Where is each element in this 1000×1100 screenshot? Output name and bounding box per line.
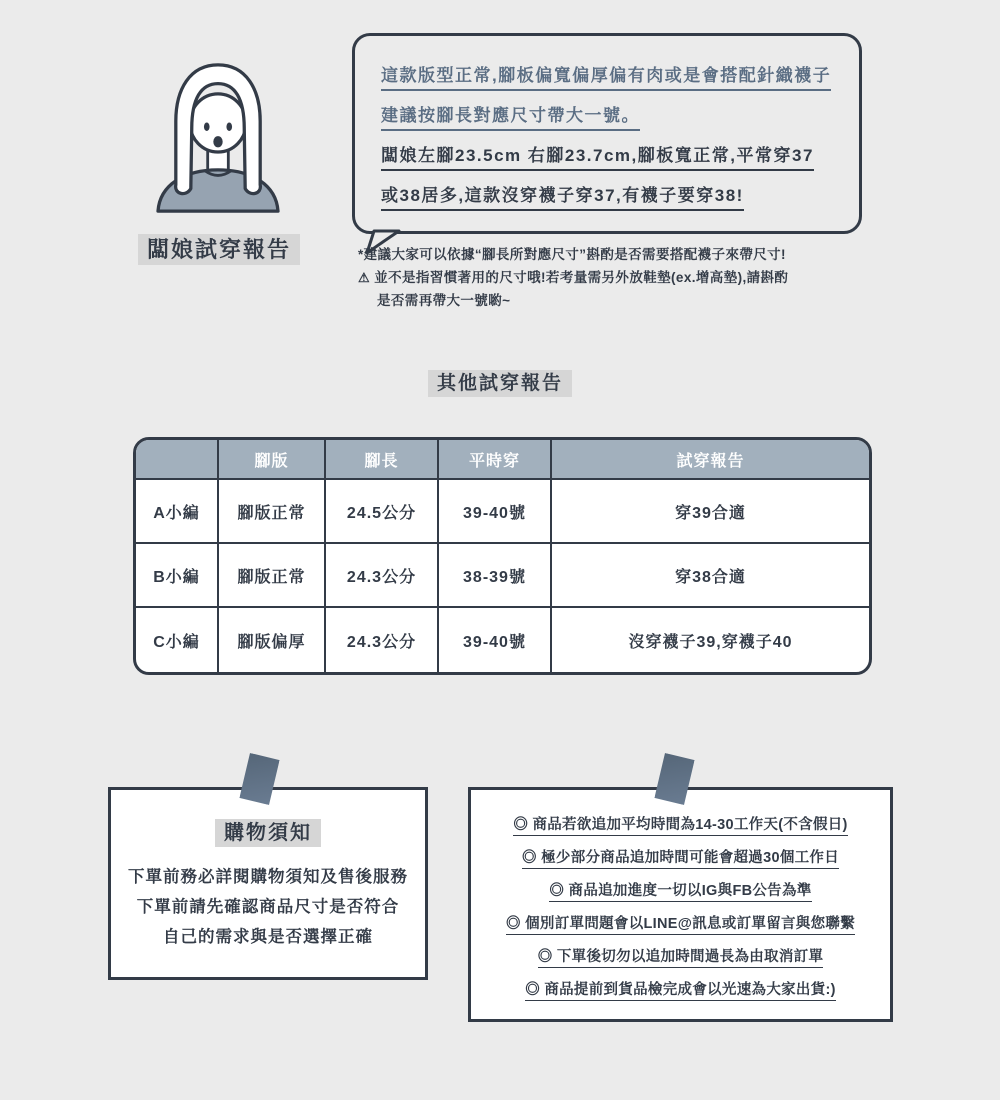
policy-item-5: ◎ 下單後切勿以追加時間過長為由取消訂單 xyxy=(471,941,890,974)
table-cell: 穿38合適 xyxy=(552,544,869,608)
table-header-empty xyxy=(136,440,219,480)
fitting-table xyxy=(133,437,872,675)
bubble-footnote xyxy=(358,243,788,312)
table-header-report: 試穿報告 xyxy=(552,440,869,480)
bubble-line-3: 闆娘左腳23.5cm 右腳23.7cm,腳板寬正常,平常穿37 xyxy=(381,141,833,166)
avatar-eye-right xyxy=(226,123,232,131)
table-cell: 穿39合適 xyxy=(552,480,869,544)
table-cell: 24.3公分 xyxy=(326,608,439,672)
table-cell: B小編 xyxy=(136,544,219,608)
bubble-line-1: 這款版型正常,腳板偏寬偏厚偏有肉或是會搭配針織襪子 xyxy=(381,61,833,86)
notice-line-2: 下單前請先確認商品尺寸是否符合 xyxy=(136,898,400,916)
policy-item-6: ◎ 商品提前到貨品檢完成會以光速為大家出貨:) xyxy=(471,974,890,1007)
owner-avatar-block xyxy=(138,46,298,264)
policy-item-3: ◎ 商品追加進度一切以IG與FB公告為準 xyxy=(471,875,890,908)
policy-item-2: ◎ 極少部分商品追加時間可能會超過30個工作日 xyxy=(471,842,890,875)
bubble-line-4: 或38居多,這款沒穿襪子穿37,有襪子要穿38! xyxy=(381,181,833,206)
table-header-foot-shape: 腳版 xyxy=(219,440,326,480)
table-cell: 24.3公分 xyxy=(326,544,439,608)
speech-bubble xyxy=(352,33,862,234)
fitting-table-wrap xyxy=(133,437,872,675)
table-cell: 腳版正常 xyxy=(219,480,326,544)
avatar-mouth xyxy=(213,136,222,147)
avatar-eye-left xyxy=(204,123,210,131)
report-label xyxy=(138,233,298,264)
shopping-notice-lines xyxy=(111,862,425,952)
table-cell: A小編 xyxy=(136,480,219,544)
policy-item-1: ◎ 商品若欲追加平均時間為14-30工作天(不含假日) xyxy=(471,809,890,842)
woman-avatar-icon xyxy=(143,46,293,214)
table-cell: 39-40號 xyxy=(439,608,552,672)
table-header-foot-length: 腳長 xyxy=(326,440,439,480)
table-cell: 腳版正常 xyxy=(219,544,326,608)
table-header-usual-size: 平時穿 xyxy=(439,440,552,480)
footnote-line-3: 是否需再帶大一號喲~ xyxy=(377,293,511,308)
footnote-line-2: ⚠ 並不是指習慣著用的尺寸哦!若考量需另外放鞋墊(ex.增高墊),請斟酌 xyxy=(358,270,789,285)
table-cell: 38-39號 xyxy=(439,544,552,608)
policy-item-4: ◎ 個別訂單問題會以LINE@訊息或訂單留言與您聯繫 xyxy=(471,908,890,941)
bubble-line-2: 建議按腳長對應尺寸帶大一號。 xyxy=(381,101,833,126)
table-cell: 24.5公分 xyxy=(326,480,439,544)
shopping-notice-box xyxy=(108,787,428,980)
table-cell: 沒穿襪子39,穿襪子40 xyxy=(628,633,793,651)
table-cell: C小編 xyxy=(136,608,219,672)
order-policy-box xyxy=(468,787,893,1022)
other-reports-title: 其他試穿報告 xyxy=(0,368,1000,395)
warning-icon: ⚠ xyxy=(358,270,371,285)
shopping-notice-title: 購物須知 xyxy=(111,816,425,845)
table-cell: 腳版偏厚 xyxy=(219,608,326,672)
report-label-text: 闆娘試穿報告 xyxy=(138,234,300,265)
notice-line-3: 自己的需求與是否選擇正確 xyxy=(163,928,373,946)
table-cell: 39-40號 xyxy=(439,480,552,544)
notice-line-1: 下單前務必詳閱購物須知及售後服務 xyxy=(128,868,408,886)
footnote-line-1: *建議大家可以依據“腳長所對應尺寸”斟酌是否需要搭配襪子來帶尺寸! xyxy=(358,247,786,262)
